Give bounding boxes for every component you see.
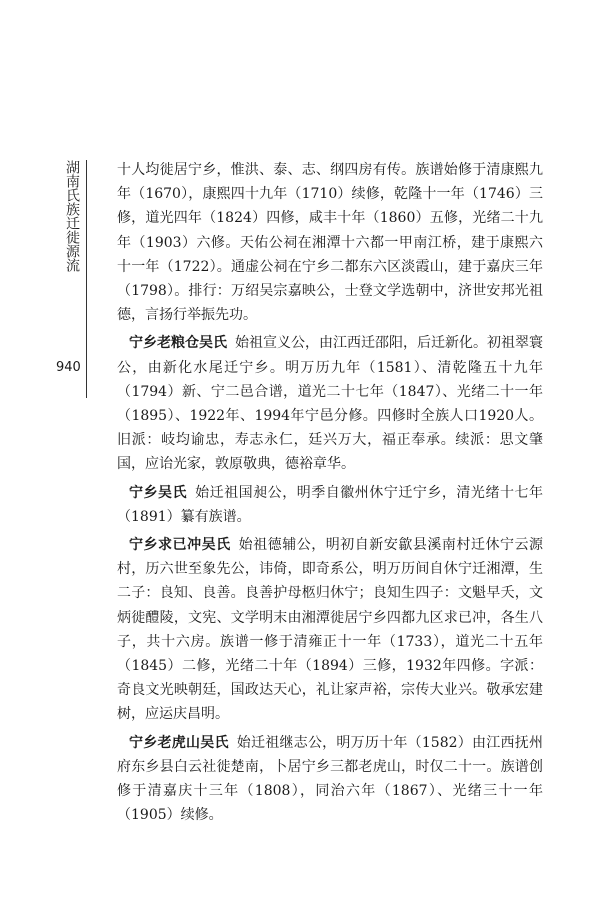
clan-entry [117,731,543,828]
clan-entry [117,331,543,476]
clan-heading: 宁乡老粮仓吴氏 [129,335,227,352]
paragraph-text: 始祖德辅公，明初自新安歙县溪南村迁休宁云源村，历六世至象先公，讳倚，即奇系公，明万历间自休宁迁湘潭，生二子：良知、良善。良善护母柩归休宁；良知生四子：文魁早夭，文炳徙醴陵，文宪、文学明末由湘潭徙居宁乡四都九区求已冲，各生八子，共十六房。族谱一修于清雍正十一年（1733），道光二十五年（1845）二修，光绪二十年（1894）三修，1932年四修。字派：奇良文光映朝廷，国政达天心，礼让家声裕，宗传大业兴。敬承宏建树，应运庆昌明。 [117,537,544,723]
page-number: 940 [56,360,81,375]
body-text [117,158,543,831]
clan-heading: 宁乡吴氏 [129,484,188,501]
margin-rule [86,160,87,398]
clan-heading: 宁乡求已冲吴氏 [129,537,231,554]
running-header-title: 湖南氏族迁徙源流 [64,160,80,272]
paragraph-continued [117,158,543,327]
clan-entry [117,481,543,529]
paragraph-text: 始祖宣义公，由江西迁邵阳，后迁新化。初祖翠寰公，由新化水尾迁宁乡。明万历九年（1581）、清乾隆五十九年（1794）新、宁二邑合谱，道光二十七年（1847）、光绪二十一年（1895）、1922年、1994年宁邑分修。四修时全族人口1920人。旧派：岐均谕忠，寿志永仁，廷兴万大，福正奉承。续派：思文肇国，应诒光家，敦原敬典，德裕章华。 [117,335,543,473]
paragraph-text: 始迁祖继志公，明万历十年（1582）由江西抚州府东乡县白云社徙楚南，卜居宁乡三都老虎山，时仅二十一。族谱创修于清嘉庆十三年（1808），同治六年（1867）、光绪三十一年（1905）续修。 [117,734,543,824]
clan-heading: 宁乡老虎山吴氏 [129,734,229,751]
clan-entry [117,533,543,727]
paragraph-text: 始迁祖国昶公，明季自徽州休宁迁宁乡，清光绪十七年（1891）纂有族谱。 [117,484,544,525]
paragraph-text: 十人均徙居宁乡，惟洪、泰、志、纲四房有传。族谱始修于清康熙九年（1670），康熙四十九年（1710）续修，乾隆十一年（1746）三修，道光四年（1824）四修，咸丰十年（1860）五修，光绪二十九年（1903）六修。天佑公祠在湘潭十六都一甲南江桥，建于康熙六十一年（1722）。通虚公祠在宁乡二都东六区淡霞山，建于嘉庆三年（1798）。排行：万绍吴宗嘉映公，士登文学选朝中，济世安邦光祖德，言扬行举振先功。 [117,162,543,324]
